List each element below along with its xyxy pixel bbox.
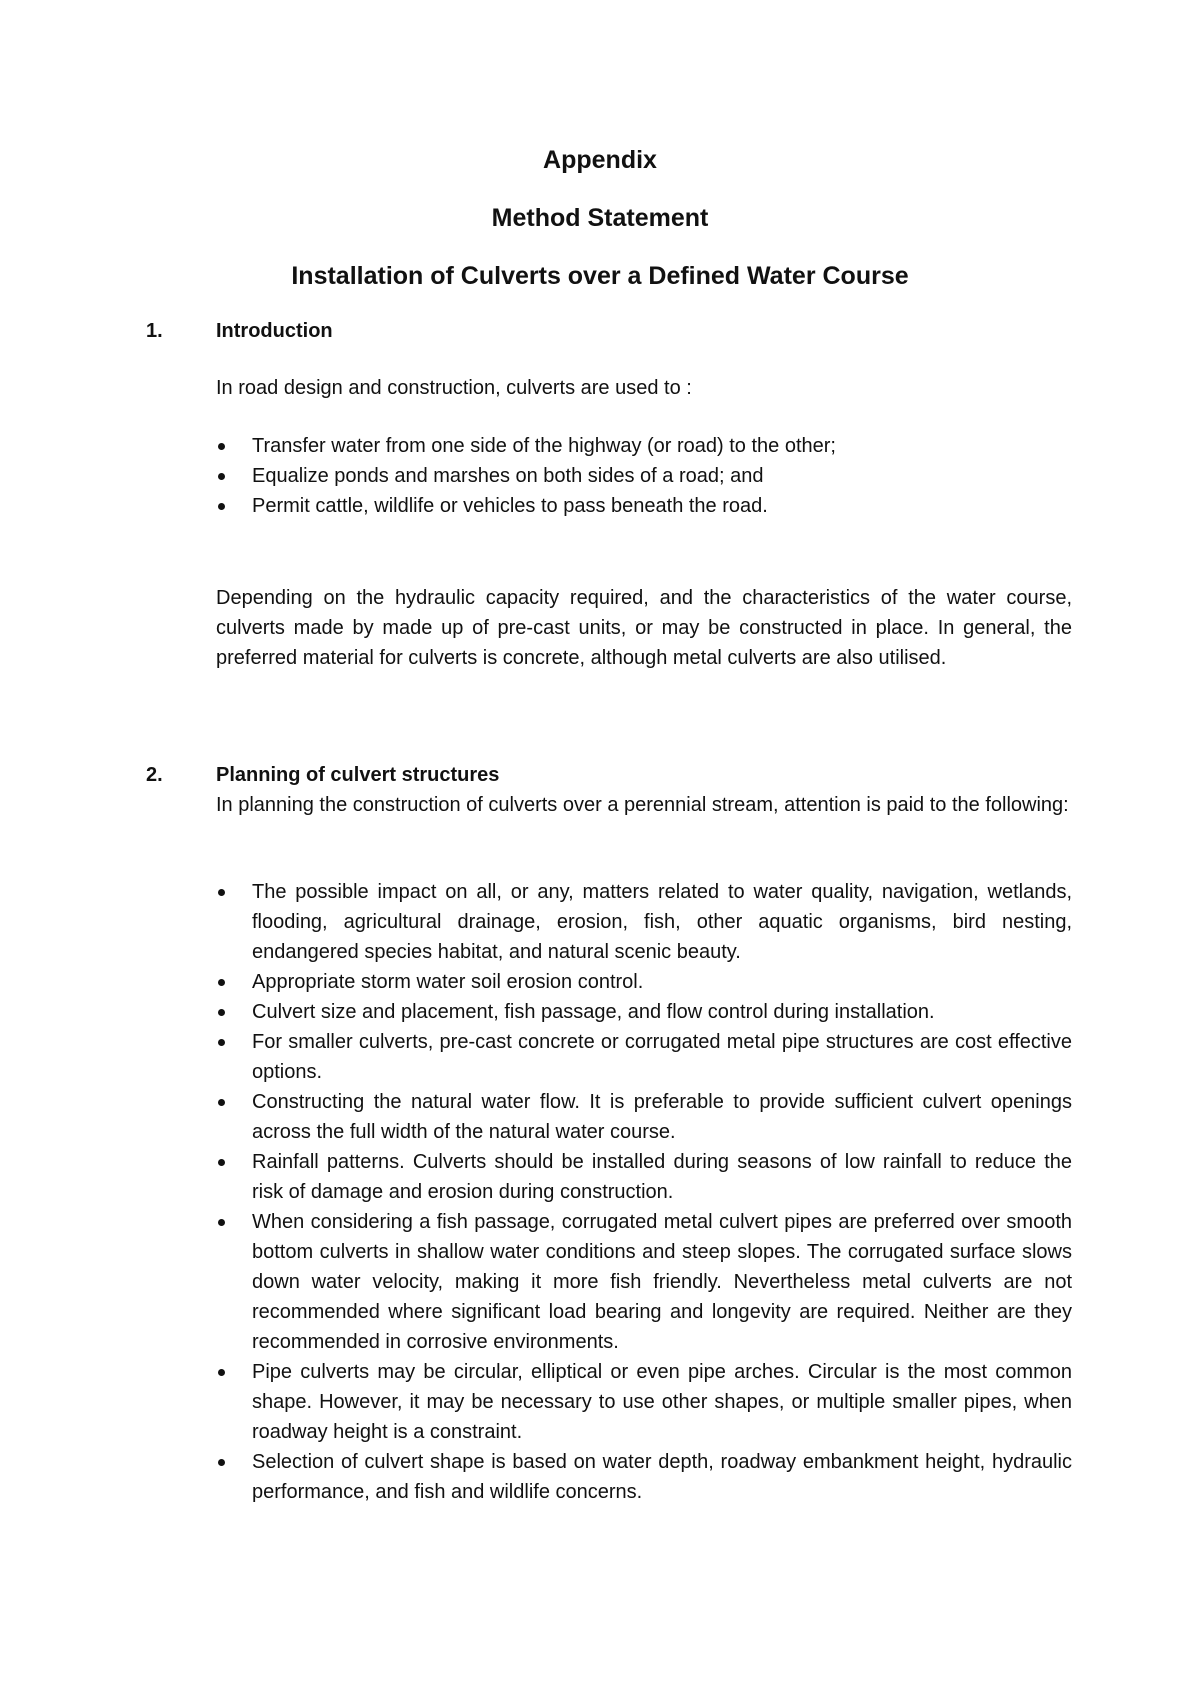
list-item (216, 431, 1072, 461)
list-item-text: Culvert size and placement, fish passage, and flow control during installation. (252, 1001, 935, 1023)
list-item-text: Selection of culvert shape is based on water depth, roadway embankment height, hydraulic performance, and fish and wildlife concerns. (252, 1451, 1072, 1503)
bullet-list (216, 877, 1072, 1507)
section-intro: In road design and construction, culverts are used to : (216, 377, 692, 399)
bullet-icon (218, 1159, 225, 1166)
list-item-text: Transfer water from one side of the highway (or road) to the other; (252, 435, 836, 457)
page-title: Appendix (543, 146, 657, 174)
bullet-icon (218, 443, 225, 450)
list-item-text: Equalize ponds and marshes on both sides of a road; and (252, 465, 764, 487)
list-item-text: Appropriate storm water soil erosion control. (252, 971, 644, 993)
section-paragraph: Depending on the hydraulic capacity required, and the characteristics of the water course, culverts made by made up of pre-cast units, or may be constructed in place. In general, the preferred material for culverts is concrete, although metal culverts are also utilised. (216, 587, 1072, 669)
list-item (216, 877, 1072, 967)
list-item (216, 997, 1072, 1027)
document-title: Installation of Culverts over a Defined Water Course (291, 262, 909, 290)
section-number: 1. (146, 320, 163, 342)
list-item-text: The possible impact on all, or any, matters related to water quality, navigation, wetlands, flooding, agricultural drainage, erosion, fish, other aquatic organisms, bird nesting, endangered species habitat, and natural scenic beauty. (252, 881, 1072, 963)
list-item-text: Constructing the natural water flow. It is preferable to provide sufficient culvert openings across the full width of the natural water course. (252, 1091, 1072, 1143)
list-item-text: Rainfall patterns. Culverts should be installed during seasons of low rainfall to reduce the risk of damage and erosion during construction. (252, 1151, 1072, 1203)
bullet-list (216, 431, 1072, 521)
bullet-icon (218, 1219, 225, 1226)
bullet-icon (218, 979, 225, 986)
list-item-text: Pipe culverts may be circular, elliptical or even pipe arches. Circular is the most common shape. However, it may be necessary to use other shapes, or multiple smaller pipes, when roadway height is a constraint. (252, 1361, 1072, 1443)
list-item (216, 1147, 1072, 1207)
section-number: 2. (146, 764, 163, 786)
page-subtitle: Method Statement (491, 204, 709, 232)
list-item-text: For smaller culverts, pre-cast concrete or corrugated metal pipe structures are cost effective options. (252, 1031, 1072, 1083)
list-item (216, 461, 1072, 491)
section-intro: In planning the construction of culverts over a perennial stream, attention is paid to the following: (216, 794, 1069, 816)
list-item (216, 1027, 1072, 1087)
bullet-icon (218, 1369, 225, 1376)
bullet-icon (218, 1099, 225, 1106)
section-heading: Introduction (216, 320, 333, 342)
list-item (216, 1087, 1072, 1147)
bullet-icon (218, 1039, 225, 1046)
bullet-icon (218, 1459, 225, 1466)
bullet-icon (218, 473, 225, 480)
list-item (216, 1357, 1072, 1447)
list-item (216, 1447, 1072, 1507)
list-item (216, 967, 1072, 997)
section-heading: Planning of culvert structures (216, 764, 500, 786)
list-item-text: When considering a fish passage, corrugated metal culvert pipes are preferred over smooth bottom culverts in shallow water conditions and steep slopes. The corrugated surface slows down water velocity, making it more fish friendly. Nevertheless metal culverts are not recommended where significant load bearing and longevity are required. Neither are they recommended in corrosive environments. (252, 1211, 1072, 1353)
list-item-text: Permit cattle, wildlife or vehicles to pass beneath the road. (252, 495, 768, 517)
list-item (216, 491, 1072, 521)
bullet-icon (218, 1009, 225, 1016)
bullet-icon (218, 889, 225, 896)
list-item (216, 1207, 1072, 1357)
bullet-icon (218, 503, 225, 510)
